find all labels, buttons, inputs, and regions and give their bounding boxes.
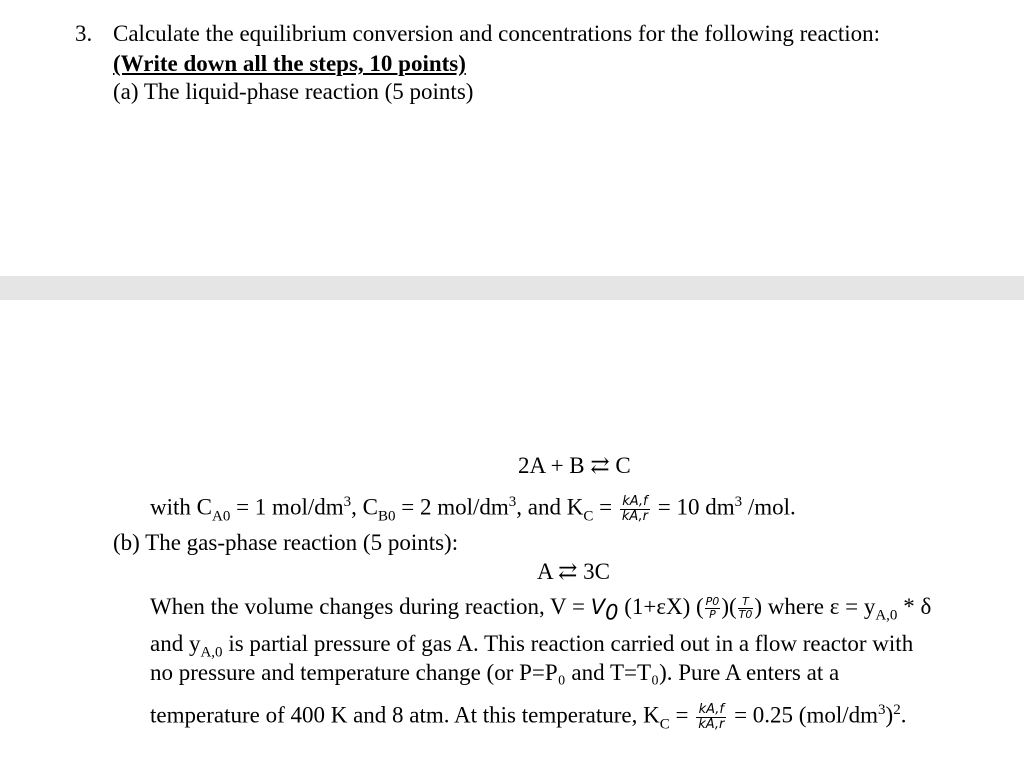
pressure-ratio: $\frac{P0}{P}$ — [705, 595, 720, 622]
equilibrium-constant-line: temperature of 400 K and 8 atm. At this temperature, $K_C$ = $\frac{kA,f}{kA,r}$ = 0.25 $(mol/dm^3)^2$. — [150, 701, 907, 733]
initial-conditions: with $C_{A0} = 1$ mol/$dm^3$, $C_{B0} = 2$ mol/$dm^3$, and $K_C$ = $\frac{kA,f}{kA,r}$ = 10 $dm^3$ /mol. — [150, 493, 796, 525]
part-a-heading: (a) The liquid-phase reaction (5 points) — [113, 79, 474, 104]
rate-constant-fraction-b: $\frac{kA,f}{kA,r}$ — [698, 701, 725, 732]
part-b-heading: (b) The gas-phase reaction (5 points): — [113, 530, 459, 555]
question-number: 3. — [75, 21, 93, 46]
rate-constant-fraction: $\frac{kA,f}{kA,r}$ — [621, 493, 648, 524]
conditions-line: no pressure and temperature change (or P=P₀ and T=T₀). Pure A enters at a — [150, 660, 840, 685]
page-divider — [0, 276, 1024, 300]
question-note: (Write down all the steps, 10 points) — [113, 51, 466, 76]
liquid-reaction-equation: 2A + B ⇄ C — [518, 453, 631, 478]
volume-equation-line: When the volume changes during reaction, $V = V_0$ (1+εX) ( $\frac{P0}{P}$ )( $\frac{T}{T0}$ ) where $\varepsilon = y_{A,0} * \delta$ — [150, 594, 932, 625]
partial-pressure-line: and $y_{A,0}$ is partial pressure of gas A. This reaction carried out in a flow reactor with — [150, 631, 914, 661]
temperature-ratio: $\frac{T}{T0}$ — [738, 595, 753, 622]
question-title: Calculate the equilibrium conversion and concentrations for the following reaction: — [113, 21, 881, 46]
gas-reaction-equation: A ⇄ 3C — [537, 559, 610, 584]
